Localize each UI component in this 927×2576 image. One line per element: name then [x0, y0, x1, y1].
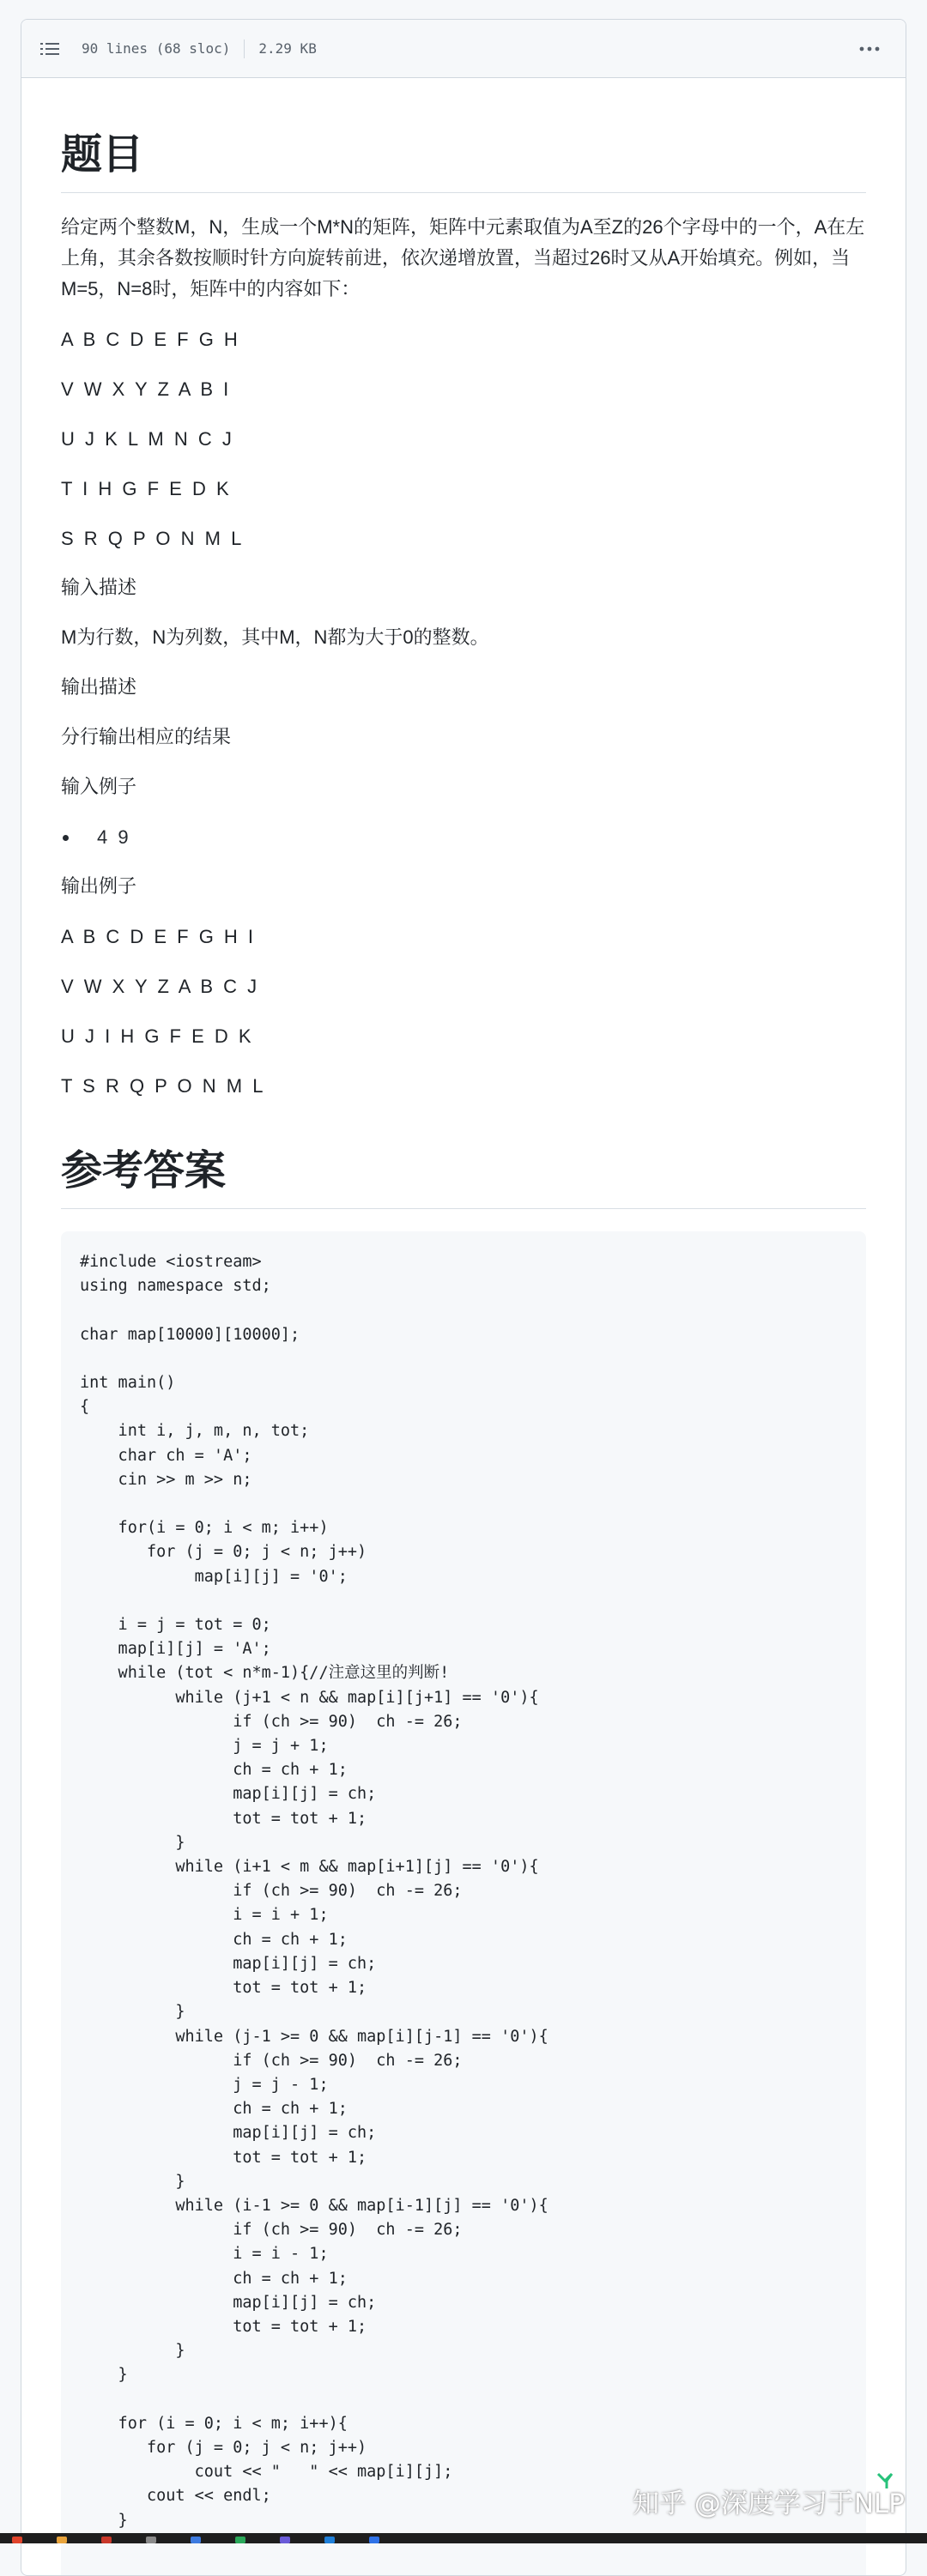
input-desc: M为行数，N为列数，其中M，N都为大于0的整数。	[61, 626, 489, 648]
matrix-row: U J K L M N C J	[61, 428, 234, 450]
matrix-row: V W X Y Z A B I	[61, 378, 232, 400]
output-desc: 分行输出相应的结果	[61, 726, 232, 747]
kebab-horizontal-icon	[859, 46, 880, 51]
taskbar-app-icon[interactable]	[57, 2537, 67, 2543]
taskbar-app-icon[interactable]	[235, 2537, 245, 2543]
taskbar-app-icon[interactable]	[369, 2537, 379, 2543]
file-size: 2.29 KB	[258, 40, 317, 57]
output-desc-label: 输出描述	[61, 676, 137, 698]
header-divider	[244, 39, 245, 58]
file-header	[21, 20, 906, 78]
watermark: 知乎 @深度学习于NLP	[632, 2488, 905, 2519]
taskbar-app-icon[interactable]	[324, 2537, 335, 2543]
taskbar-app-icon[interactable]	[12, 2537, 22, 2543]
taskbar-app-icon[interactable]	[101, 2537, 112, 2543]
code-block[interactable]	[61, 1231, 866, 2576]
matrix-row: S R Q P O N M L	[61, 528, 245, 549]
matrix-row: A B C D E F G H	[61, 329, 240, 350]
taskbar-app-icon[interactable]	[280, 2537, 290, 2543]
output-example-label: 输出例子	[61, 875, 137, 897]
problem-intro: 给定两个整数M，N，生成一个M*N的矩阵，矩阵中元素取值为A至Z的26个字母中的一个，A在左上角，其余各数按顺时针方向旋转前进，依次递增放置，当超过26时又从A开始填充。例如，当M=5，N=8时，矩阵中的内容如下：	[61, 216, 865, 299]
output-row: T S R Q P O N M L	[61, 1075, 266, 1097]
readme-article	[21, 78, 906, 2576]
input-example-label: 输入例子	[61, 776, 137, 797]
taskbar-app-icon[interactable]	[146, 2537, 156, 2543]
taskbar-app-icon[interactable]	[191, 2537, 201, 2543]
os-taskbar	[0, 2533, 927, 2543]
output-row: U J I H G F E D K	[61, 1025, 254, 1047]
more-options-button[interactable]	[852, 33, 887, 64]
matrix-row: T I H G F E D K	[61, 478, 232, 499]
output-row: V W X Y Z A B C J	[61, 976, 260, 997]
output-row: A B C D E F G H I	[61, 926, 257, 947]
section-title-problem: 题目	[61, 100, 866, 193]
section-title-answer: 参考答案	[61, 1116, 866, 1209]
file-viewer	[21, 19, 906, 2576]
lines-info: 90 lines (68 sloc)	[82, 40, 231, 57]
input-example-item: • 4 9	[80, 823, 866, 852]
input-example-list	[61, 823, 866, 852]
list-icon[interactable]	[40, 40, 63, 57]
input-desc-label: 输入描述	[61, 577, 137, 598]
code-content[interactable]: #include <iostream> using namespace std; char map[10000][10000]; int main() { int i, j, m, n, tot; char ch = 'A'; cin >> m >> n; for(i = 0; i < m; i++) for (j = 0; j < n; j++) map[i][j] = '0'; i = j = tot = 0; map[i][j] = 'A'; while (tot < n*m-1){//注意这里的判断! while (j+1 < n && map[i][j+1] == '0'){ if (ch >= 90) ch -= 26; j = j + 1; ch = ch + 1; map[i][j] = ch; tot = tot + 1; } while (i+1 < m && map[i+1][j] == '0'){ if (ch >= 90) ch -= 26; i = i + 1; ch = ch + 1; map[i][j] = ch; tot = tot + 1; } while (j-1 >= 0 && map[i][j-1] == '0'){ if (ch >= 90) ch -= 26; j = j - 1; ch = ch + 1; map[i][j] = ch; tot = tot + 1; } while (i-1 >= 0 && map[i-1][j] == '0'){ if (ch >= 90) ch -= 26; i = i - 1; ch = ch + 1; map[i][j] = ch; tot = tot + 1; } } for (i = 0; i < m; i++){ for (j = 0; j < n; j++) cout << " " << map[i][j]; cout << endl; }	[80, 1253, 548, 2530]
